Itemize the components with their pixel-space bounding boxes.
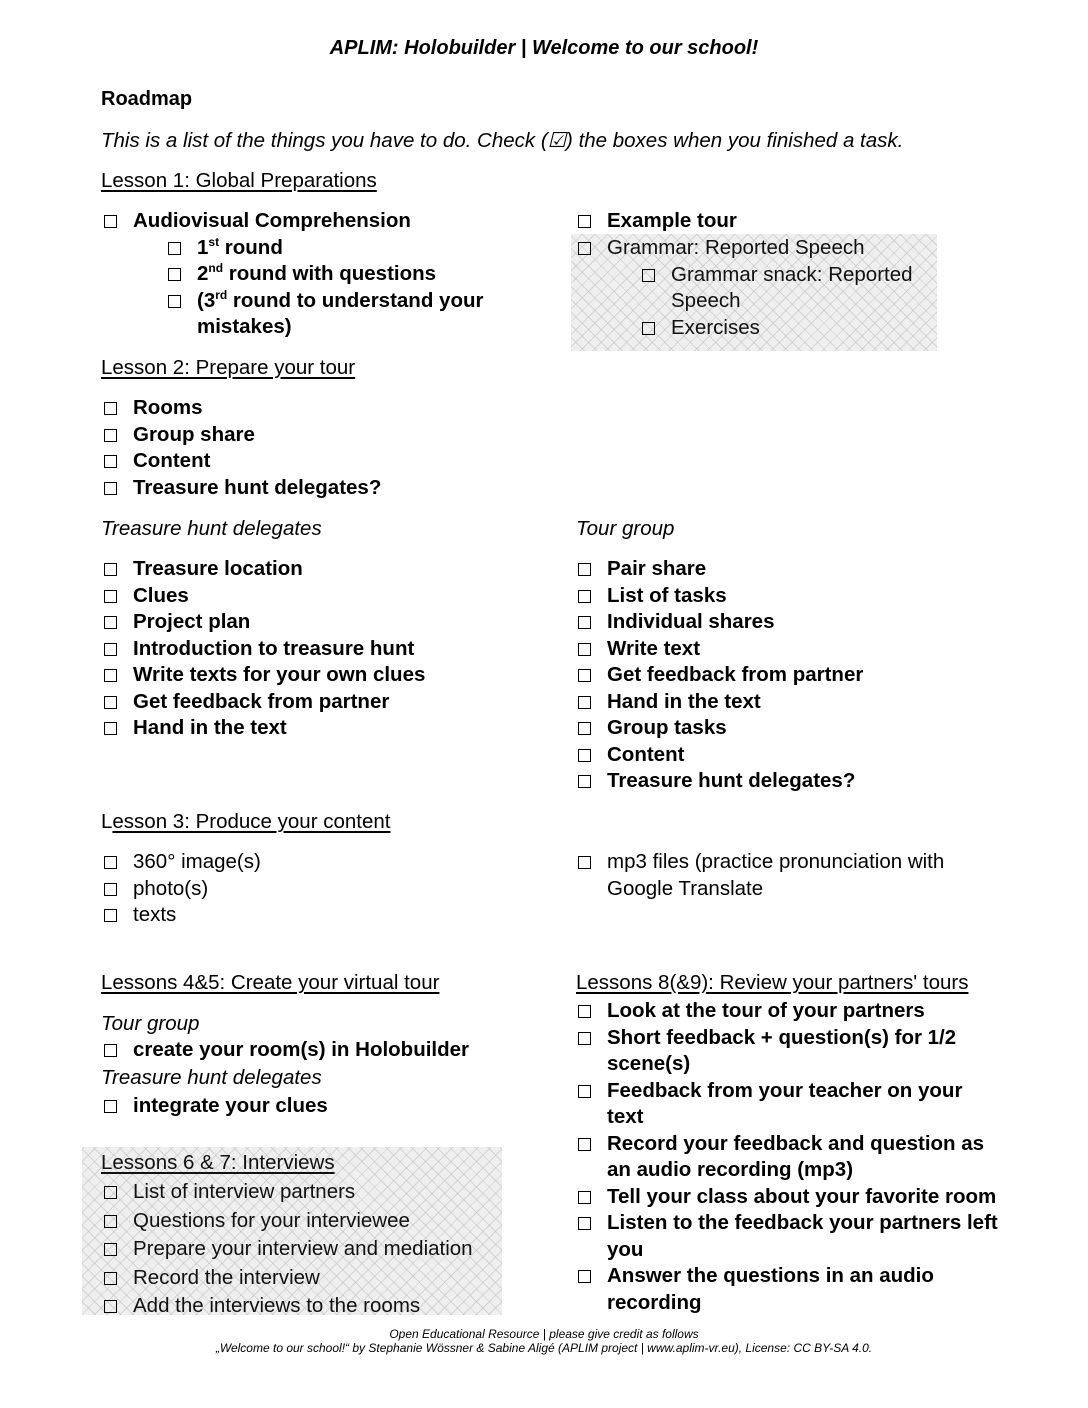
checklist-item: Rooms <box>104 395 554 422</box>
checkbox[interactable] <box>578 242 591 255</box>
checkbox[interactable] <box>104 455 117 468</box>
checklist-item: Listen to the feedback your partners left you <box>578 1210 998 1263</box>
checkbox[interactable] <box>578 1032 591 1045</box>
checklist-item: Record your feedback and question as an audio recording (mp3) <box>578 1131 998 1184</box>
checklist-item: Audiovisual Comprehension <box>104 208 554 235</box>
checklist-item: Hand in the text <box>104 715 554 742</box>
checklist-item: create your room(s) in Holobuilder <box>104 1037 544 1064</box>
checklist-item: Questions for your interviewee <box>104 1207 499 1236</box>
document-title: APLIM: Holobuilder | Welcome to our school! <box>329 37 759 59</box>
checklist-item: Pair share <box>578 556 998 583</box>
checkbox[interactable] <box>104 909 117 922</box>
checklist-item: Write texts for your own clues <box>104 662 554 689</box>
checkbox[interactable] <box>578 563 591 576</box>
checkbox[interactable] <box>104 696 117 709</box>
checklist-item: Treasure hunt delegates? <box>104 475 554 502</box>
intro-text: This is a list of the things you have to do. Check (☑) the boxes when you finished a task. <box>101 129 904 152</box>
checklist-item: Individual shares <box>578 609 998 636</box>
checkbox[interactable] <box>104 1100 117 1113</box>
checkbox[interactable] <box>104 643 117 656</box>
checkbox[interactable] <box>578 1270 591 1283</box>
lesson1-left-list <box>104 208 554 341</box>
checklist-item: List of interview partners <box>104 1178 499 1207</box>
checklist-item: Record the interview <box>104 1264 499 1293</box>
checklist-item: Clues <box>104 583 554 610</box>
checkbox[interactable] <box>578 1085 591 1098</box>
checkbox[interactable] <box>104 883 117 896</box>
lesson67-heading: Lessons 6 & 7: Interviews <box>101 1151 335 1174</box>
grammar-shaded-box <box>571 234 937 351</box>
checkbox[interactable] <box>104 429 117 442</box>
checkbox[interactable] <box>104 722 117 735</box>
lesson45-treasure-heading: Treasure hunt delegates <box>101 1066 322 1089</box>
roadmap-heading: Roadmap <box>101 88 193 110</box>
checkbox[interactable] <box>578 1138 591 1151</box>
checkbox[interactable] <box>578 696 591 709</box>
checkbox[interactable] <box>578 215 591 228</box>
checkbox[interactable] <box>578 1191 591 1204</box>
treasure-hunt-list <box>104 556 554 742</box>
checkbox[interactable] <box>642 322 655 335</box>
checklist-item: Introduction to treasure hunt <box>104 636 554 663</box>
checklist-item: Get feedback from partner <box>578 662 998 689</box>
checklist-item: Add the interviews to the rooms <box>104 1292 499 1321</box>
checkbox[interactable] <box>104 1215 117 1228</box>
treasure-hunt-heading: Treasure hunt delegates <box>101 517 322 540</box>
checkbox[interactable] <box>578 669 591 682</box>
checkbox[interactable] <box>168 268 181 281</box>
lesson3-heading: Lesson 3: Produce your content <box>101 810 391 833</box>
checkbox[interactable] <box>104 856 117 869</box>
checklist-item: List of tasks <box>578 583 998 610</box>
checklist-item: Content <box>104 448 554 475</box>
checklist-item: Tell your class about your favorite room <box>578 1184 998 1211</box>
checkbox[interactable] <box>104 1186 117 1199</box>
checklist-item: Hand in the text <box>578 689 998 716</box>
checklist-item: Answer the questions in an audio recording <box>578 1263 998 1316</box>
tour-group-heading: Tour group <box>576 517 675 540</box>
checkbox[interactable] <box>168 242 181 255</box>
lesson89-list <box>578 998 998 1316</box>
checkbox[interactable] <box>578 616 591 629</box>
lesson45-heading: Lessons 4&5: Create your virtual tour <box>101 971 440 994</box>
checkbox[interactable] <box>104 1044 117 1057</box>
checklist-item: 360° image(s) <box>104 849 544 876</box>
checkbox[interactable] <box>104 402 117 415</box>
checklist-item: Treasure location <box>104 556 554 583</box>
checkbox[interactable] <box>104 1300 117 1313</box>
lesson1-heading: Lesson 1: Global Preparations <box>101 169 377 192</box>
lesson89-heading: Lessons 8(&9): Review your partners' tours <box>576 971 969 994</box>
checklist-item: Content <box>578 742 998 769</box>
checklist-item: mp3 files (practice pronunciation with Google Translate <box>578 849 998 902</box>
checkbox[interactable] <box>104 215 117 228</box>
checkbox[interactable] <box>578 749 591 762</box>
checklist-item: Treasure hunt delegates? <box>578 768 998 795</box>
footer-credit-line2: „Welcome to our school!“ by Stephanie Wössner & Sabine Aligé (APLIM project | www.aplim-vr.eu), License: CC BY-SA 4.0. <box>215 1341 873 1355</box>
lesson45-treasure-list <box>104 1093 544 1120</box>
checkbox[interactable] <box>578 643 591 656</box>
checklist-item: Group tasks <box>578 715 998 742</box>
checklist-subitem: 2nd round with questions <box>104 261 554 288</box>
lesson3-left-list <box>104 849 544 929</box>
lesson2-list <box>104 395 554 501</box>
checkbox[interactable] <box>104 616 117 629</box>
checklist-item: Write text <box>578 636 998 663</box>
checkbox[interactable] <box>578 1005 591 1018</box>
checkbox[interactable] <box>104 669 117 682</box>
checkbox[interactable] <box>578 722 591 735</box>
checkbox[interactable] <box>104 563 117 576</box>
checklist-subitem: Grammar snack: Reported Speech <box>642 262 941 315</box>
checkbox[interactable] <box>104 482 117 495</box>
checklist-item: Grammar: Reported Speech <box>578 235 927 262</box>
checkbox[interactable] <box>642 269 655 282</box>
checkbox[interactable] <box>104 590 117 603</box>
lesson67-list <box>104 1178 499 1321</box>
checklist-item: Look at the tour of your partners <box>578 998 998 1025</box>
checklist-subitem: Exercises <box>642 315 941 342</box>
checklist-item: Example tour <box>578 208 938 235</box>
checkbox[interactable] <box>104 1243 117 1256</box>
checkbox[interactable] <box>578 856 591 869</box>
checklist-item: Project plan <box>104 609 554 636</box>
checklist-item: Prepare your interview and mediation <box>104 1235 499 1264</box>
checklist-item: texts <box>104 902 544 929</box>
lesson45-tour-heading: Tour group <box>101 1012 200 1035</box>
checkbox[interactable] <box>578 775 591 788</box>
checklist-subitem: (3rd round to understand your mistakes) <box>104 288 554 341</box>
lesson45-tour-list <box>104 1037 544 1064</box>
tour-group-list <box>578 556 998 795</box>
checkbox[interactable] <box>578 590 591 603</box>
checklist-item: Feedback from your teacher on your text <box>578 1078 998 1131</box>
checklist-item: photo(s) <box>104 876 544 903</box>
checklist-item: Short feedback + question(s) for 1/2 scene(s) <box>578 1025 998 1078</box>
checklist-subitem: 1st round <box>104 235 554 262</box>
lesson3-right-list <box>578 849 998 902</box>
footer-credit-line1: Open Educational Resource | please give credit as follows <box>389 1327 699 1341</box>
checklist-item: Group share <box>104 422 554 449</box>
lesson1-right-list <box>578 208 938 235</box>
checkbox[interactable] <box>168 295 181 308</box>
checklist-item: integrate your clues <box>104 1093 544 1120</box>
interviews-shaded-box <box>82 1147 502 1315</box>
checklist-item: Get feedback from partner <box>104 689 554 716</box>
checkbox[interactable] <box>104 1272 117 1285</box>
lesson2-heading: Lesson 2: Prepare your tour <box>101 356 356 379</box>
checkbox[interactable] <box>578 1217 591 1230</box>
